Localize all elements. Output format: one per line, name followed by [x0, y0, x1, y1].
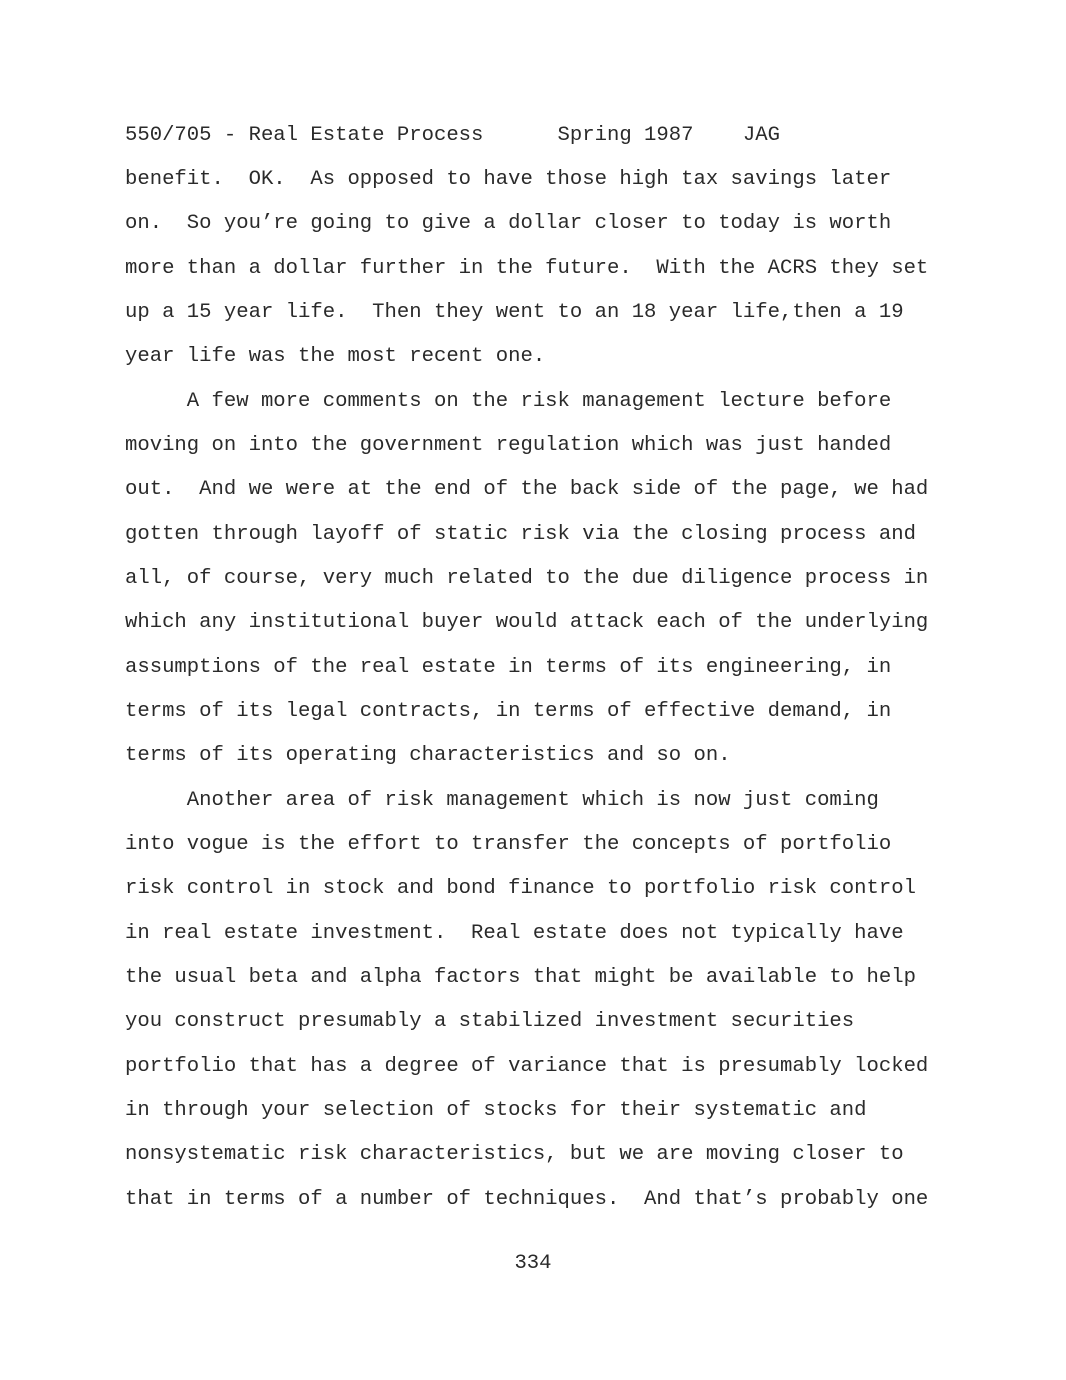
body-line: up a 15 year life. Then they went to an 18 year life,then a 19: [125, 301, 904, 324]
page-number: 334: [514, 1252, 552, 1275]
body-line: out. And we were at the end of the back side of the page, we had: [125, 478, 929, 501]
body-line: portfolio that has a degree of variance that is presumably locked: [125, 1055, 929, 1078]
body-line: in through your selection of stocks for their systematic and: [125, 1099, 867, 1122]
body-line: that in terms of a number of techniques. And that’s probably one: [125, 1188, 929, 1211]
body-line: terms of its operating characteristics and so on.: [125, 744, 731, 767]
body-line: gotten through layoff of static risk via the closing process and: [125, 523, 916, 546]
body-line: nonsystematic risk characteristics, but we are moving closer to: [125, 1143, 904, 1166]
body-line: benefit. OK. As opposed to have those high tax savings later: [125, 168, 892, 191]
body-line: A few more comments on the risk management lecture before: [125, 390, 892, 413]
body-line: more than a dollar further in the future. With the ACRS they set: [125, 257, 929, 280]
body-line: risk control in stock and bond finance to portfolio risk control: [125, 877, 916, 900]
page-header: 550/705 - Real Estate Process Spring 1987 JAG: [125, 124, 780, 147]
body-line: which any institutional buyer would attack each of the underlying: [125, 611, 929, 634]
body-line: you construct presumably a stabilized investment securities: [125, 1010, 855, 1033]
body-line: Another area of risk management which is now just coming: [125, 789, 879, 812]
body-line: moving on into the government regulation which was just handed: [125, 434, 892, 457]
body-line: into vogue is the effort to transfer the concepts of portfolio: [125, 833, 892, 856]
body-line: all, of course, very much related to the due diligence process in: [125, 567, 929, 590]
body-line: the usual beta and alpha factors that might be available to help: [125, 966, 916, 989]
body-line: in real estate investment. Real estate does not typically have: [125, 922, 904, 945]
body-line: terms of its legal contracts, in terms of effective demand, in: [125, 700, 892, 723]
body-line: assumptions of the real estate in terms of its engineering, in: [125, 656, 892, 679]
body-line: year life was the most recent one.: [125, 345, 546, 368]
body-line: on. So you’re going to give a dollar closer to today is worth: [125, 212, 892, 235]
